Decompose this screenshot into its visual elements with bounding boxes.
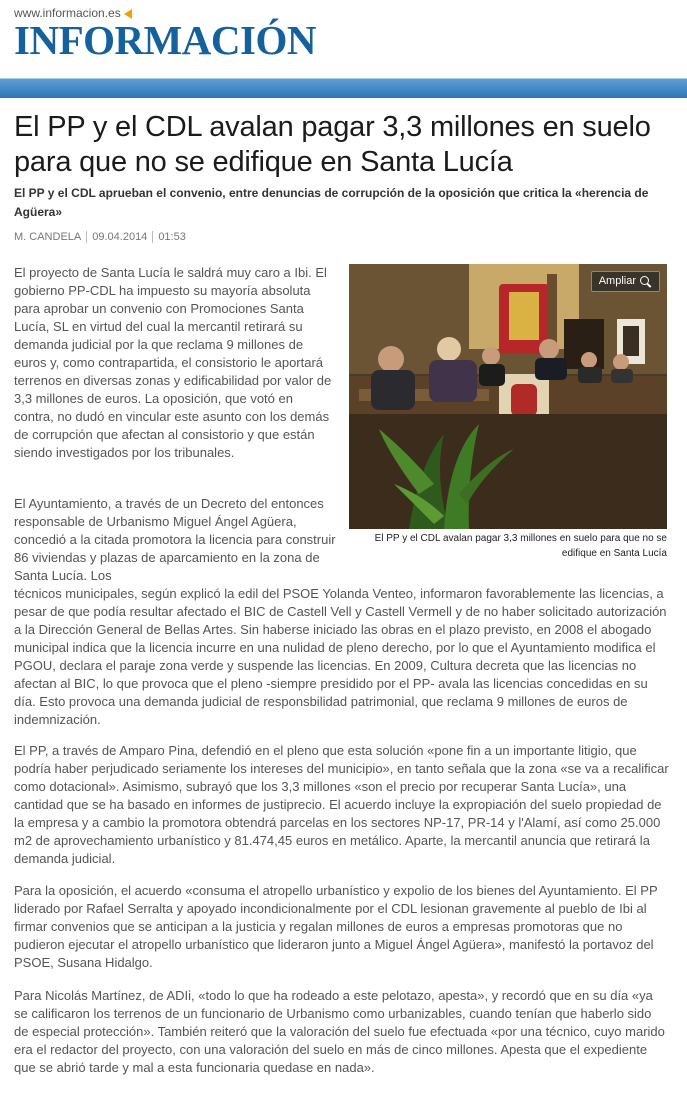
site-logo[interactable]: INFORMACIÓN <box>14 17 316 63</box>
article-paragraph: El Ayuntamiento, a través de un Decreto del entonces responsable de Urbanismo Miguel Ángel Agüera, concedió a la citada promotora la licencia para construir 86 viviendas y plazas de aparcamiento en la zona de Santa Lucía. Los <box>14 496 336 583</box>
zoom-button-label: Ampliar <box>598 275 636 287</box>
article-paragraph: técnicos municipales, según explicó la edil del PSOE Yolanda Venteo, informaron favorablemente las licencias, a pesar de que podía resultar afectado el BIC de Castell Vell y Castell Vermell y de no haber solicitado autorización a la Dirección General de Bellas Artes. Sin haberse iniciado las obras en el plazo previsto, en 2008 el abogado municipal indica que la licencia incurre en una nulidad de pleno derecho, por lo que el Ayuntamiento modifica el PGOU, declara el paraje zona verde y suspende las licencias. En 2009, Cultura decreta que las licencias no afectan al BIC, lo que provoca que el pleno -siempre presidido por el PP- avala las licencias concedidas en su día. Esto provoca una demanda judicial de responsbilidad patrimonial, que reclama 9 millones de euros de indemnización. <box>14 586 667 727</box>
site-header <box>0 0 687 78</box>
article-headline: El PP y el CDL avalan pagar 3,3 millones en suelo para que no se edifique en Santa Lucía <box>14 111 651 178</box>
article-figure <box>349 264 667 566</box>
zoom-button[interactable] <box>591 271 660 292</box>
author-name: M. CANDELA <box>14 231 82 243</box>
site-url-text[interactable]: www.informacion.es <box>14 6 121 20</box>
article-subheadline: El PP y el CDL aprueban el convenio, entre denuncias de corrupción de la oposición que critica la «herencia de Agüera» <box>14 186 649 219</box>
article-paragraph: El proyecto de Santa Lucía le saldrá muy caro a Ibi. El gobierno PP-CDL ha impuesto su mayoría absoluta para aprobar un convenio con Promociones Santa Lucía, SL en virtud del cual la mercantil retirará su demanda judicial por la que reclama 9 millones de euros y, como contrapartida, el consistorio le aportará terrenos en diversas zonas y edificabilidad por valor de 3,3 millones de euros. La oposición, que votó en contra, no dudó en vincular este asunto con los demás de corrupción que afectan al consistorio y que están siendo investigados por los tribunales. <box>14 265 332 460</box>
byline-divider <box>86 231 87 243</box>
publish-date: 09.04.2014 <box>92 231 148 243</box>
article-paragraph: El PP, a través de Amparo Pina, defendió en el pleno que esta solución «pone fin a un importante litigio, que podría haber perjudicado seriamente los intereses del municipio», en tanto señala que la zona «se va a recalificar como dotacional». Asimismo, subrayó que los 3,3 millones «son el precio por recuperar Santa Lucía», una cantidad que se ha basado en informes de justiprecio. El acuerdo incluye la expropiación del suelo propiedad de la empresa y a cambio la promotora obtendrá parcelas en los sectores NP-17, PR-14 y l'Alamí, así como 25.000 m2 de aprovechamiento urbanístico y 81.474,45 euros en metálico. Aparte, la mercantil anuncia que retirará la demanda judicial. <box>14 743 669 866</box>
article-byline <box>14 231 186 243</box>
byline-divider <box>152 231 153 243</box>
article-paragraph: Para la oposición, el acuerdo «consuma el atropello urbanístico y expolio de los bienes del Ayuntamiento. El PP liderado por Rafael Serralta y apoyado incondicionalmente por el CDL lesionan gravemente al pueblo de Ibi al firmar convenios que se anticipan a la justicia y regalan millones de euros a empresas promotoras que no pudieron ejecutar el atropello urbanístico que lideraron junto a Miguel Ángel Agüera», manifestó la portavoz del PSOE, Susana Hidalgo. <box>14 883 658 970</box>
article-photo[interactable] <box>349 264 667 529</box>
photo-caption: El PP y el CDL avalan pagar 3,3 millones en suelo para que no se edifique en Santa Lucía <box>374 533 667 559</box>
zoom-in-icon <box>640 276 651 287</box>
publish-time: 01:53 <box>158 231 186 243</box>
article-paragraph: Para Nicolás Martínez, de ADIi, «todo lo que ha rodeado a este pelotazo, apesta», y recordó que en su día «ya se calificaron los terrenos de un funcionario de Urbanismo como urbanizables, cuando tenían que haberlo sido de especial protección». También reiteró que la valoración del suelo fue efectuada «por una técnico, cuyo marido era el redactor del proyecto, con una valoración del suelo en más de cinco millones. Apesta que el expediente que se abrió tarde y mal a esta funcionaria quedase en nada». <box>14 988 665 1075</box>
navigation-bar <box>0 78 687 98</box>
council-session-illustration <box>349 264 667 529</box>
